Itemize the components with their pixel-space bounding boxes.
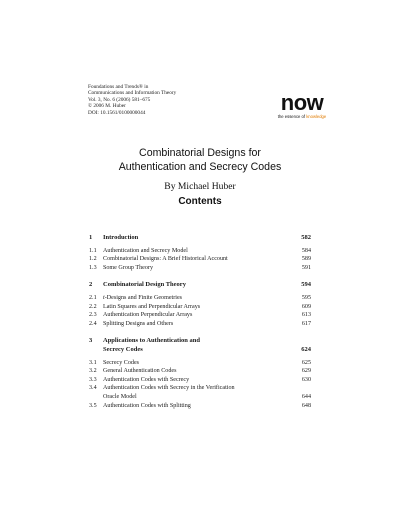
toc-number: 2.4 <box>89 320 97 327</box>
toc-title-italic: t <box>103 294 105 301</box>
toc-section-3-5[interactable] <box>89 402 311 411</box>
title-line-1: Combinatorial Designs for <box>139 147 261 159</box>
logo-tagline-prefix: the essence of <box>277 114 307 119</box>
contents-heading: Contents <box>178 196 222 207</box>
toc-title: Authentication Codes with Secrecy <box>103 376 190 383</box>
toc-number: 2 <box>89 281 93 289</box>
toc-number: 2.1 <box>89 294 97 301</box>
toc-page: 624 <box>301 345 311 353</box>
toc-number: 1.1 <box>89 247 97 254</box>
toc-number: 3 <box>89 337 93 345</box>
toc-title: Splitting Designs and Others <box>103 320 174 327</box>
toc-title: General Authentication Codes <box>103 368 177 375</box>
logo-wordmark: now <box>280 90 324 115</box>
toc-title: Secrecy Codes <box>103 359 140 366</box>
toc-number: 1.3 <box>89 264 97 271</box>
toc-section-3-4[interactable] <box>89 384 311 393</box>
toc-chapter-2[interactable] <box>89 281 311 290</box>
toc-number: 1.2 <box>89 256 97 263</box>
toc-page: 648 <box>301 402 311 409</box>
toc-number: 3.3 <box>89 376 97 383</box>
toc-number: 3.2 <box>89 368 97 375</box>
toc-title: Oracle Model <box>103 393 137 400</box>
toc-chapter-1[interactable] <box>89 234 311 243</box>
publication-info <box>88 84 176 116</box>
toc-number: 2.3 <box>89 312 97 319</box>
series-line: Foundations and Trends® in <box>88 84 149 90</box>
doi-line: DOI: 10.1561/0100000044 <box>88 109 146 116</box>
table-of-contents <box>89 234 311 410</box>
title-line-2: Authentication and Secrecy Codes <box>118 160 282 173</box>
toc-section-3-2[interactable] <box>89 367 311 376</box>
toc-section-2-1[interactable] <box>89 294 311 303</box>
toc-chapter-3-cont <box>89 346 311 355</box>
toc-section-3-3[interactable] <box>89 376 311 385</box>
toc-section-2-3[interactable] <box>89 311 311 320</box>
toc-title: Some Group Theory <box>103 264 153 271</box>
copyright-line: © 2006 M. Huber <box>88 103 126 110</box>
toc-section-1-3[interactable] <box>89 264 311 273</box>
toc-page: 591 <box>301 264 311 271</box>
publisher-logo <box>274 90 330 119</box>
toc-page: 594 <box>301 281 311 289</box>
toc-title: Introduction <box>103 234 139 241</box>
toc-chapter-3[interactable] <box>89 337 311 346</box>
toc-page: 589 <box>301 256 311 263</box>
toc-section-2-2[interactable] <box>89 303 311 312</box>
toc-title: Authentication Perpendicular Arrays <box>103 312 193 319</box>
toc-page: 629 <box>301 368 311 375</box>
toc-title: Combinatorial Design Theory <box>103 281 186 289</box>
toc-number: 2.2 <box>89 303 97 310</box>
toc-title: Authentication Codes with Secrecy in the Verification <box>103 385 235 392</box>
toc-section-3-1[interactable] <box>89 359 311 368</box>
logo-tagline-highlight: knowledge <box>306 114 327 119</box>
toc-title: Applications to Authentication and <box>103 337 200 345</box>
toc-title: Authentication and Secrecy Model <box>103 247 188 254</box>
journal-line: Communications and Information Theory <box>88 90 177 97</box>
toc-page: 613 <box>301 312 311 319</box>
toc-page: 630 <box>301 376 311 383</box>
toc-page: 644 <box>301 393 311 400</box>
toc-page: 582 <box>301 234 311 241</box>
toc-title-rest: -Designs and Finite Geometries <box>104 294 183 301</box>
toc-number: 1 <box>89 234 93 241</box>
toc-page: 595 <box>301 294 311 301</box>
toc-number: 3.4 <box>89 385 97 392</box>
volume-line: Vol. 3, No. 6 (2006) 581–675 <box>88 96 151 103</box>
toc-page: 609 <box>301 303 311 310</box>
toc-page: 625 <box>301 359 311 366</box>
toc-section-2-4[interactable] <box>89 320 311 329</box>
toc-section-1-1[interactable] <box>89 247 311 256</box>
toc-title <box>103 294 293 303</box>
author-line: By Michael Huber <box>164 181 236 192</box>
toc-title: Authentication Codes with Splitting <box>103 402 191 409</box>
toc-number: 3.5 <box>89 402 97 409</box>
book-title <box>0 147 400 174</box>
toc-section-3-4-cont <box>89 393 311 402</box>
logo-tagline <box>274 114 330 119</box>
toc-title: Combinatorial Designs: A Brief Historical Account <box>103 256 228 263</box>
toc-section-1-2[interactable] <box>89 255 311 264</box>
toc-page: 617 <box>301 320 311 327</box>
toc-title: Secrecy Codes <box>103 345 143 353</box>
toc-number: 3.1 <box>89 359 97 366</box>
toc-page: 584 <box>301 247 311 254</box>
toc-title: Latin Squares and Perpendicular Arrays <box>103 303 201 310</box>
